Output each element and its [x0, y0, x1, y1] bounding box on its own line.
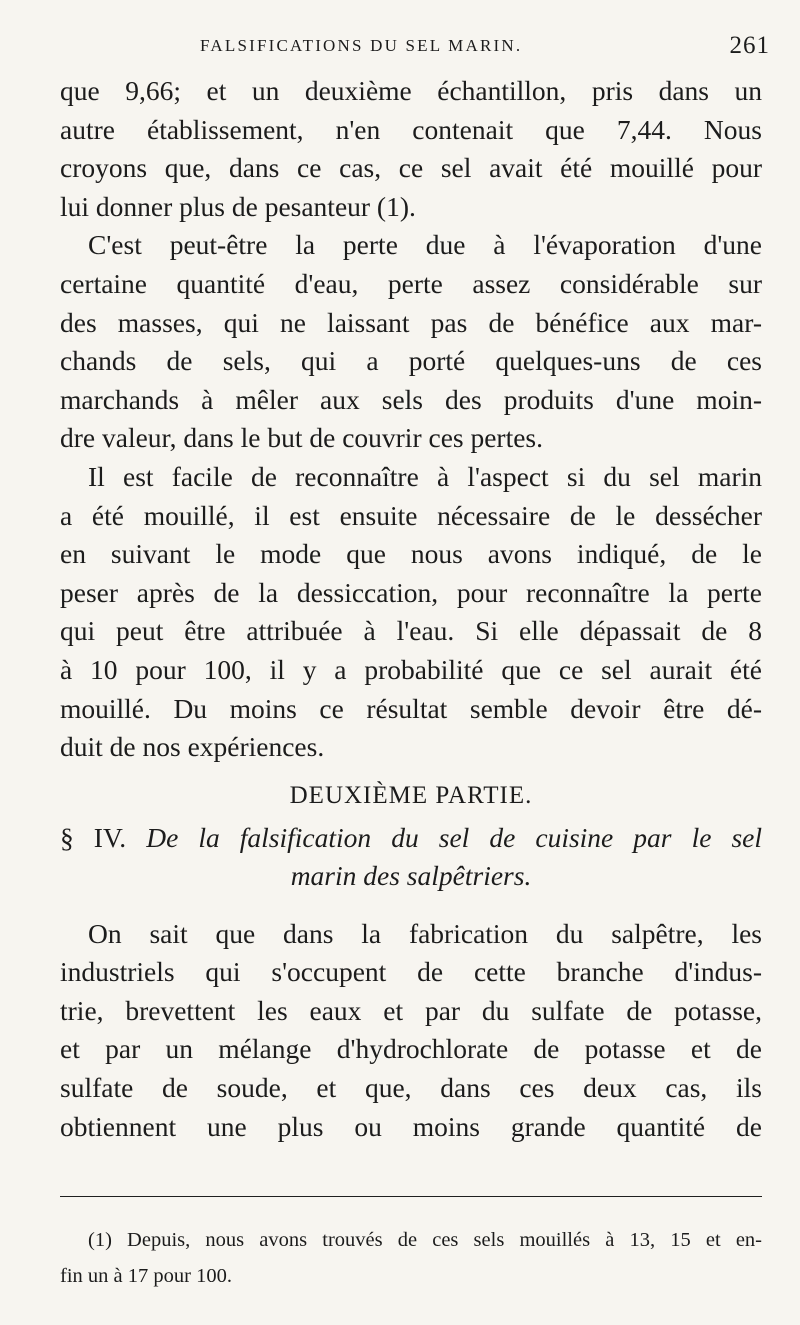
text-line: industriels qui s'occupent de cette branche d'indus- — [60, 956, 762, 988]
text-line: a été mouillé, il est ensuite nécessaire de le dessécher — [60, 499, 762, 531]
footnote-line: (1) Depuis, nous avons trouvés de ces sels mouillés à 13, 15 et en- — [88, 1229, 762, 1251]
text-line: duit de nos expériences. — [60, 731, 325, 763]
text-line: Il est facile de reconnaître à l'aspect si du sel marin — [88, 460, 762, 492]
text-line: qui peut être attribuée à l'eau. Si elle dépassait de 8 — [60, 615, 762, 647]
section-title-line-1 — [60, 819, 762, 857]
section-sign: § IV. — [60, 821, 127, 853]
paragraph-3 — [60, 458, 762, 767]
text-line: lui donner plus de pesanteur (1). — [60, 190, 416, 222]
text-line: peser après de la dessiccation, pour reconnaître la perte — [60, 576, 762, 608]
text-line: sulfate de soude, et que, dans ces deux cas, ils — [60, 1072, 762, 1104]
part-heading: DEUXIÈME PARTIE. — [289, 781, 533, 809]
footnote-line: fin un à 17 pour 100. — [60, 1265, 232, 1287]
page-header — [60, 32, 770, 62]
text-line: obtiennent une plus ou moins grande quantité de — [60, 1110, 762, 1142]
text-line: dre valeur, dans le but de couvrir ces pertes. — [60, 422, 544, 454]
text-line: des masses, qui ne laissant pas de bénéfice aux mar- — [60, 306, 762, 338]
text-line: C'est peut-être la perte due à l'évaporation d'une — [88, 229, 762, 261]
body-text — [60, 72, 762, 1146]
text-line: croyons que, dans ce cas, ce sel avait été mouillé pour — [60, 152, 762, 184]
text-line: trie, brevettent les eaux et par du sulfate de potasse, — [60, 994, 762, 1026]
section-title-line-2: marin des salpêtriers. — [290, 859, 532, 891]
text-line: à 10 pour 100, il y a probabilité que ce sel aurait été — [60, 653, 762, 685]
paragraph-4 — [60, 915, 762, 1147]
text-line: marchands à mêler aux sels des produits d'une moin- — [60, 383, 762, 415]
page-number: 261 — [729, 32, 770, 59]
text-line: que 9,66; et un deuxième échantillon, pris dans un — [60, 75, 762, 106]
section-title-text: De la falsification du sel de cuisine par le sel — [146, 821, 763, 853]
footnote — [60, 1222, 762, 1294]
paragraph-1 — [60, 72, 762, 226]
text-line: certaine quantité d'eau, perte assez considérable sur — [60, 267, 762, 299]
text-line: autre établissement, n'en contenait que 7,44. Nous — [60, 113, 762, 145]
text-line: chands de sels, qui a porté quelques-uns de ces — [60, 345, 762, 377]
text-line: mouillé. Du moins ce résultat semble devoir être dé- — [60, 692, 762, 724]
running-title: FALSIFICATIONS DU SEL MARIN. — [200, 36, 523, 55]
text-line: et par un mélange d'hydrochlorate de potasse et de — [60, 1033, 762, 1065]
paragraph-2 — [60, 226, 762, 458]
text-line: On sait que dans la fabrication du salpêtre, les — [88, 917, 762, 949]
footnote-divider — [60, 1196, 762, 1197]
text-line: en suivant le mode que nous avons indiqué, de le — [60, 538, 762, 570]
